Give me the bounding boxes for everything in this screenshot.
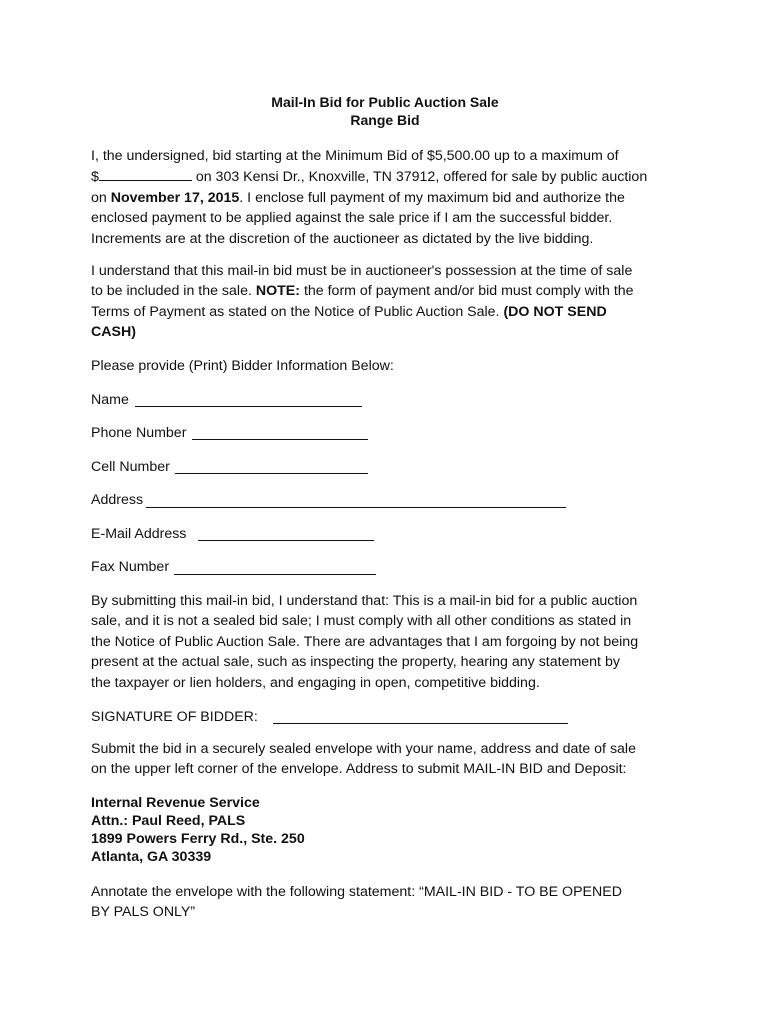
address-line-1: Internal Revenue Service — [91, 795, 260, 811]
address-line-4: Atlanta, GA 30339 — [91, 849, 212, 865]
mailing-address — [91, 794, 305, 866]
submitting-paragraph — [91, 591, 691, 693]
submitting-line-5: the taxpayer or lien holders, and engaging in open, competitive bidding. — [91, 674, 540, 691]
understand-line-2-prefix: to be included in the sale. — [91, 283, 256, 300]
annotate-line-2: BY PALS ONLY” — [91, 904, 196, 921]
bid-line-2 — [91, 166, 691, 187]
bid-line-2-text: on 303 Kensi Dr., Knoxville, TN 37912, offered for sale by public auction — [191, 169, 648, 186]
understand-line-3-prefix: Terms of Payment as stated on the Notice of Public Auction Sale. — [91, 303, 504, 320]
name-field[interactable] — [135, 406, 362, 407]
cell-field[interactable] — [175, 473, 368, 474]
understand-line-2-suffix: the form of payment and/or bid must comply with the — [300, 283, 634, 300]
bid-paragraph — [91, 146, 691, 249]
submitting-line-4: present at the actual sale, such as inspecting the property, hearing any statement by — [91, 654, 620, 671]
address-field[interactable] — [146, 507, 566, 508]
understand-line-2 — [91, 281, 691, 301]
email-field[interactable] — [198, 540, 374, 541]
submitting-line-2: sale, and it is not a sealed bid sale; I must comply with all other conditions as stated in — [91, 613, 632, 630]
bidder-info-heading: Please provide (Print) Bidder Information Below: — [91, 358, 394, 374]
document-subtitle: Range Bid — [350, 112, 420, 128]
annotate-line-1: Annotate the envelope with the following statement: “MAIL-IN BID - TO BE OPENED — [91, 884, 622, 900]
note-label: NOTE: — [255, 283, 300, 300]
cell-label: Cell Number — [91, 459, 170, 475]
bid-line-5: Increments are at the discretion of the auctioneer as dictated by the live bidding. — [91, 230, 594, 247]
no-cash-warning-end: CASH) — [91, 324, 136, 341]
phone-label: Phone Number — [91, 425, 187, 441]
max-bid-blank[interactable] — [99, 166, 192, 181]
submit-line-2: on the upper left corner of the envelope. Address to submit MAIL-IN BID and Deposit: — [91, 761, 627, 778]
understand-line-3 — [91, 302, 691, 322]
email-label: E-Mail Address — [91, 526, 187, 542]
fax-field[interactable] — [174, 574, 376, 575]
bid-line-4: enclosed payment to be applied against the sale price if I am the successful bidder. — [91, 210, 613, 227]
fax-label: Fax Number — [91, 559, 170, 575]
submitting-line-3: the Notice of Public Auction Sale. There are advantages that I am forgoing by not being — [91, 633, 639, 650]
understand-paragraph — [91, 261, 691, 343]
name-label: Name — [91, 392, 129, 408]
annotate-paragraph — [91, 882, 691, 923]
submit-line-1: Submit the bid in a securely sealed envelope with your name, address and date of sale — [91, 741, 636, 757]
bid-line-3 — [91, 188, 691, 208]
bid-line-1: I, the undersigned, bid starting at the Minimum Bid of $5,500.00 up to a maximum of — [91, 148, 619, 164]
signature-field[interactable] — [273, 723, 568, 724]
address-line-2: Attn.: Paul Reed, PALS — [91, 813, 246, 829]
understand-line-1: I understand that this mail-in bid must be in auctioneer's possession at the time of sale — [91, 263, 633, 279]
no-cash-warning: (DO NOT SEND — [503, 303, 607, 320]
address-line-3: 1899 Powers Ferry Rd., Ste. 250 — [91, 831, 305, 847]
submitting-line-1: By submitting this mail-in bid, I understand that: This is a mail-in bid for a public auction — [91, 593, 638, 609]
sale-date: November 17, 2015 — [110, 189, 240, 206]
address-label: Address — [91, 492, 144, 508]
signature-label: SIGNATURE OF BIDDER: — [91, 709, 258, 725]
submit-paragraph — [91, 739, 691, 780]
bid-line-3-suffix: . I enclose full payment of my maximum bid and authorize the — [239, 189, 625, 206]
document-title: Mail-In Bid for Public Auction Sale — [271, 94, 499, 110]
understand-line-4 — [91, 322, 691, 342]
bid-line-3-prefix: on — [91, 189, 111, 206]
dollar-sign: $ — [91, 169, 99, 186]
phone-field[interactable] — [192, 439, 368, 440]
